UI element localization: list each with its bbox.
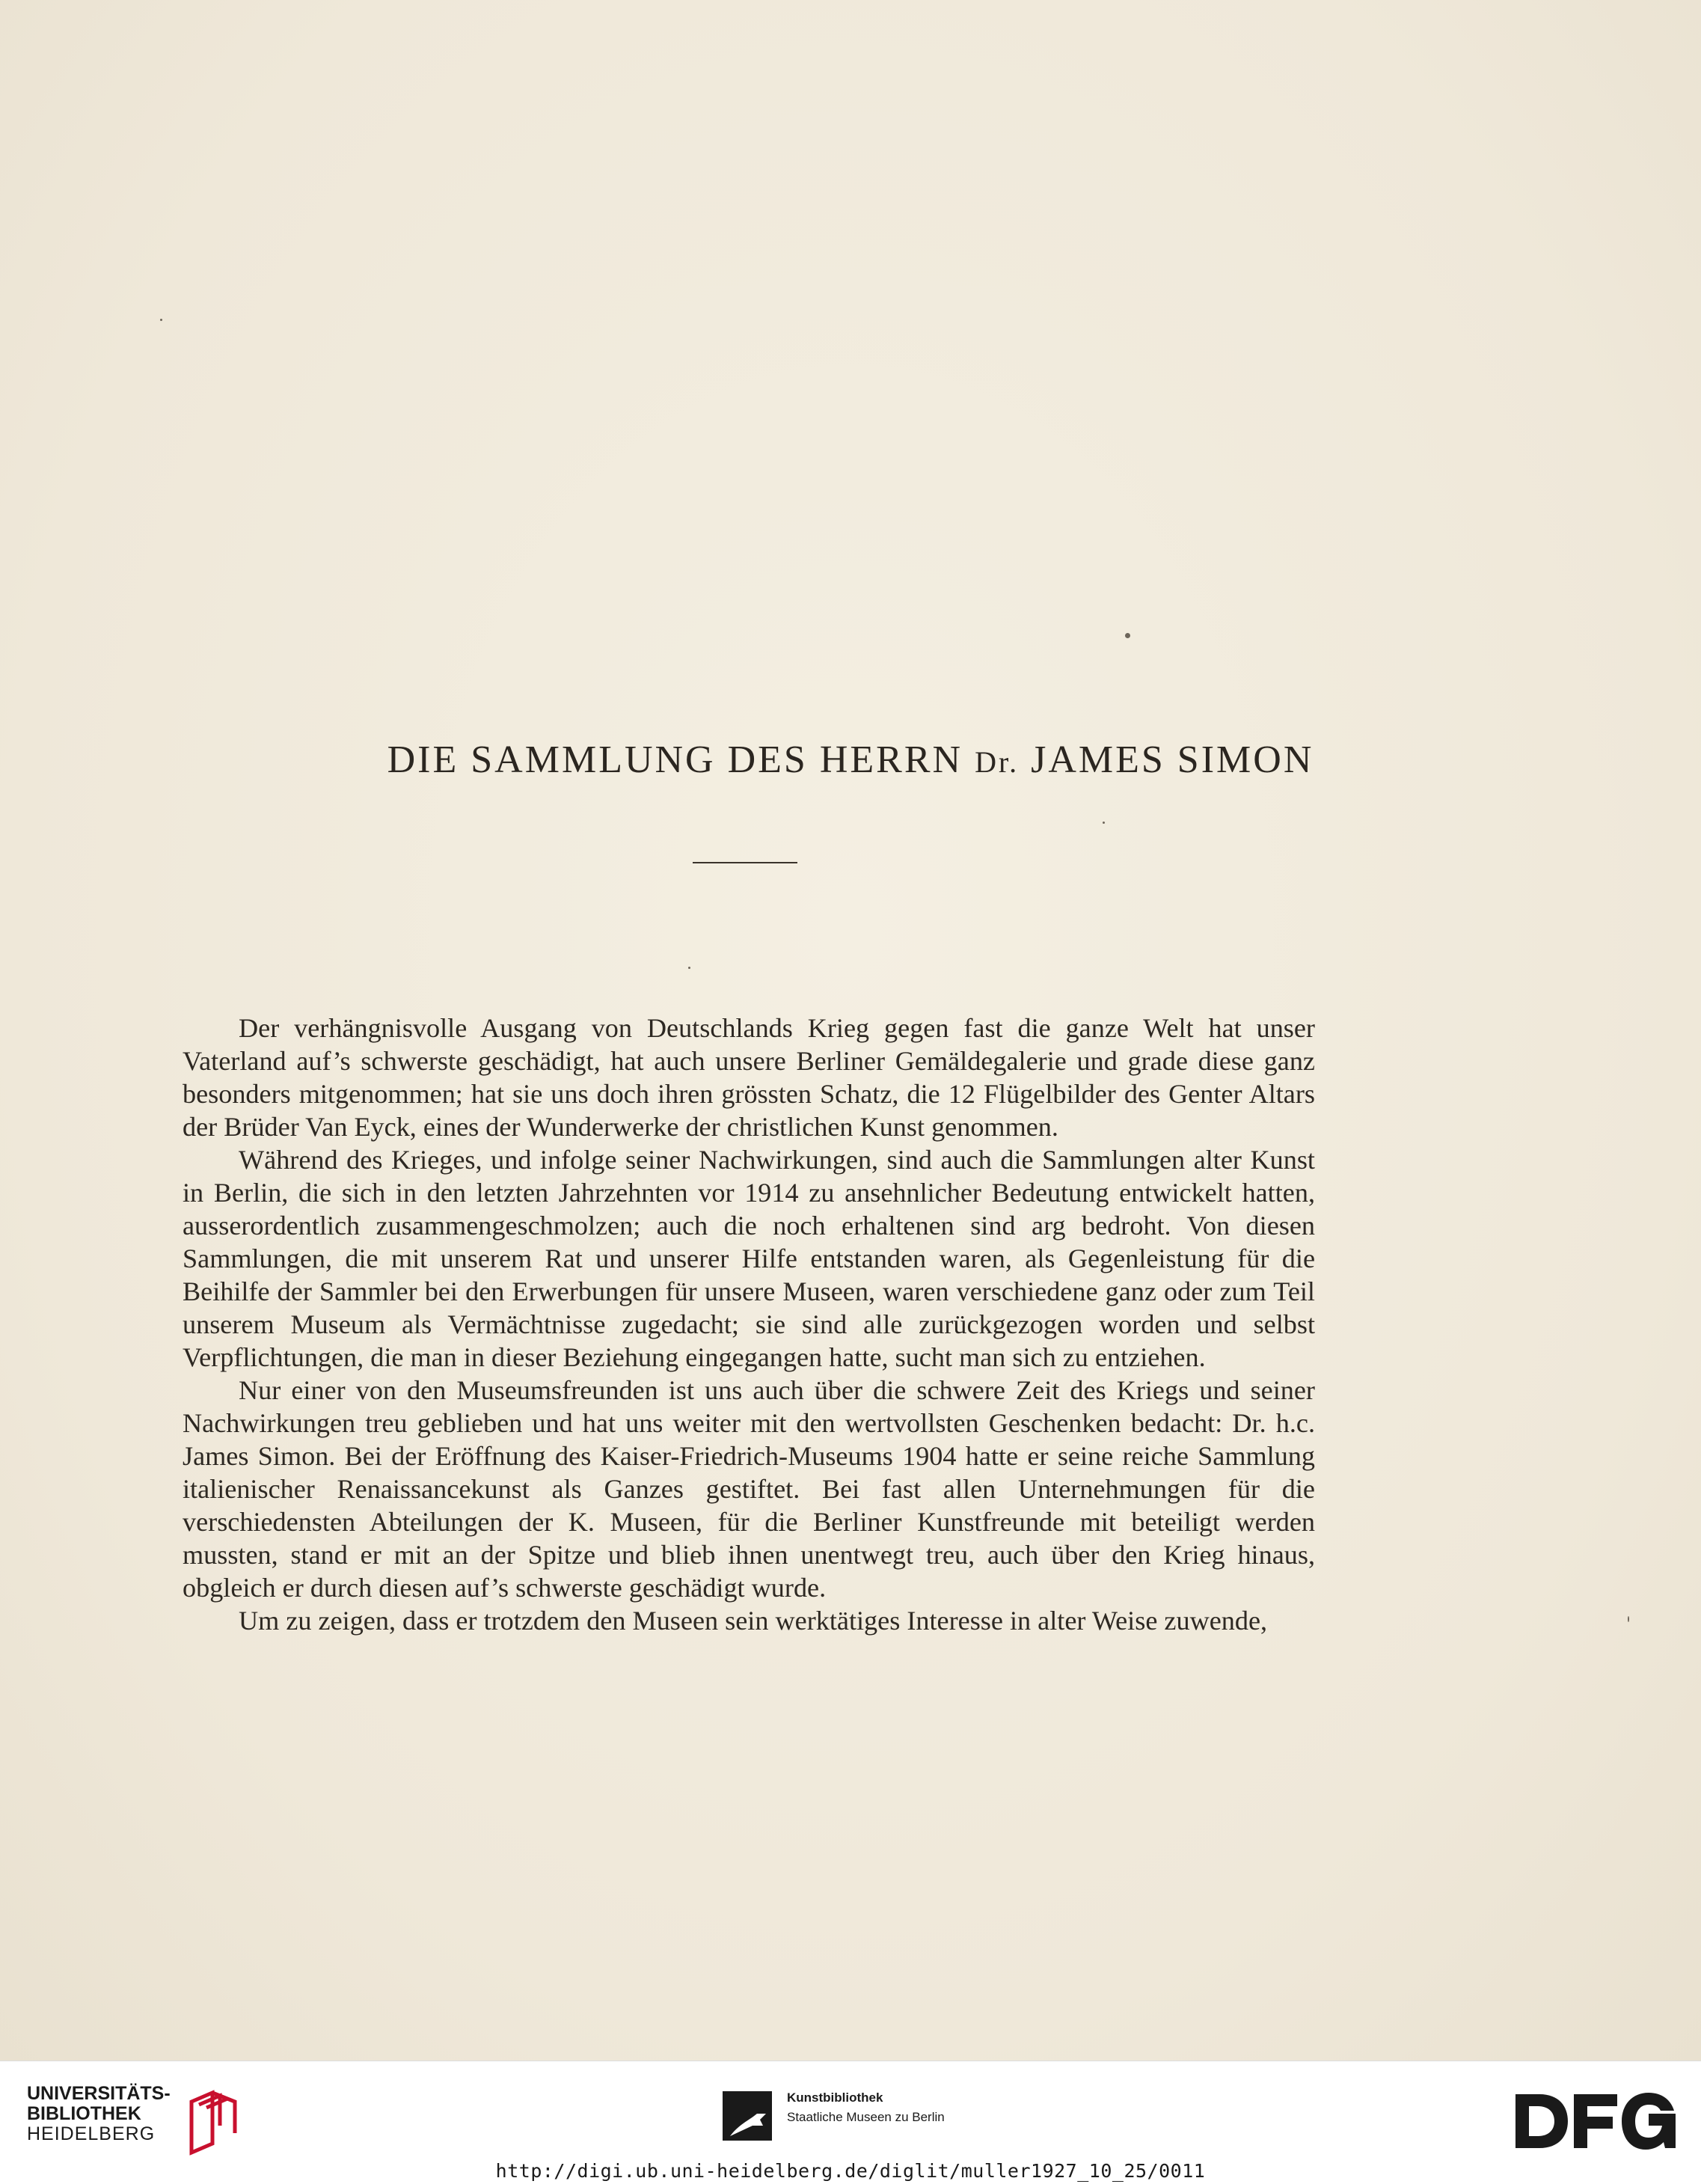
paper-speck <box>1628 1616 1629 1622</box>
eagle-icon <box>723 2091 772 2141</box>
paragraph-1: Der verhängnisvolle Ausgang von Deutschlands Krieg gegen fast die ganze Welt hat unser Vaterland auf’s schwerste geschädigt, hat auch unsere Berliner Gemäldegalerie und grade diese ganz besonders mitgenommen; hat sie uns doch ihren grössten Schatz, die 12 Flügelbilder des Genter Altars der Brüder Van Eyck, eines der Wunderwerke der christlichen Kunst genommen. <box>183 1013 1315 1142</box>
ub-heidelberg-logo[interactable] <box>27 2084 251 2159</box>
ub-logo-text <box>27 2084 171 2144</box>
kunstbibliothek-text <box>787 2088 945 2127</box>
ub-line-1: UNIVERSITÄTS- <box>27 2083 171 2104</box>
title-divider <box>693 862 797 863</box>
dfg-logo[interactable] <box>1515 2091 1677 2151</box>
permalink-url[interactable]: http://digi.ub.uni-heidelberg.de/diglit/muller1927_10_25/0011 <box>495 2160 1206 2182</box>
paper-speck <box>1103 822 1105 824</box>
kb-line-2: Staatliche Museen zu Berlin <box>787 2110 945 2124</box>
page-title <box>0 738 1701 782</box>
kunstbibliothek-logo[interactable] <box>723 2088 1037 2148</box>
paper-speck <box>688 967 690 969</box>
footer-bar <box>0 2061 1701 2184</box>
body-text <box>183 1012 1315 1637</box>
title-part-1: DIE SAMMLUNG DES HERRN <box>387 738 975 781</box>
ub-line-2: BIBLIOTHEK <box>27 2103 141 2124</box>
kb-line-1: Kunstbibliothek <box>787 2090 883 2105</box>
paragraph-3: Nur einer von den Museumsfreunden ist uns auch über die schwere Zeit des Kriegs und seiner Nachwirkungen treu geblieben und hat uns weiter mit den wertvollsten Geschenken bedacht: Dr. h.c. James Simon. Bei der Eröffnung des Kaiser-Friedrich-Museums 1904 hatte er seine reiche Sammlung italienischer Renaissancekunst als Ganzes gestiftet. Bei fast allen Unternehmungen für die verschiedensten Abteilungen der K. Museen, für die Berliner Kunstfreunde mit beteiligt werden mussten, stand er mit an der Spitze und blieb ihnen unentwegt treu, auch über den Krieg hinaus, obgleich er durch diesen auf’s schwerste geschädigt wurde. <box>183 1375 1315 1603</box>
title-dr: Dr. <box>975 745 1020 779</box>
paper-speck <box>1125 633 1130 638</box>
title-part-2: JAMES SIMON <box>1019 738 1314 781</box>
paper-speck <box>160 319 162 321</box>
ub-book-icon <box>177 2088 259 2157</box>
ub-line-3: HEIDELBERG <box>27 2123 156 2144</box>
paragraph-4: Um zu zeigen, dass er trotzdem den Museen sein werktätiges Interesse in alter Weise zuwende, <box>239 1606 1268 1636</box>
paragraph-2: Während des Krieges, und infolge seiner Nachwirkungen, sind auch die Sammlungen alter Kunst in Berlin, die sich in den letzten Jahrzehnten vor 1914 zu ansehnlicher Bedeutung entwickelt hatten, ausserordentlich zusammengeschmolzen; auch die noch erhaltenen sind arg bedroht. Von diesen Sammlungen, die mit unserem Rat und unserer Hilfe entstanden waren, als Gegenleistung für die Beihilfe der Sammler bei den Erwerbungen für unsere Museen, waren verschiedene ganz oder zum Teil unserem Museum als Vermächtnisse zugedacht; sie sind alle zurückgezogen worden und selbst Verpflichtungen, die man in dieser Beziehung eingegangen hatte, sucht man sich zu entziehen. <box>183 1145 1315 1372</box>
